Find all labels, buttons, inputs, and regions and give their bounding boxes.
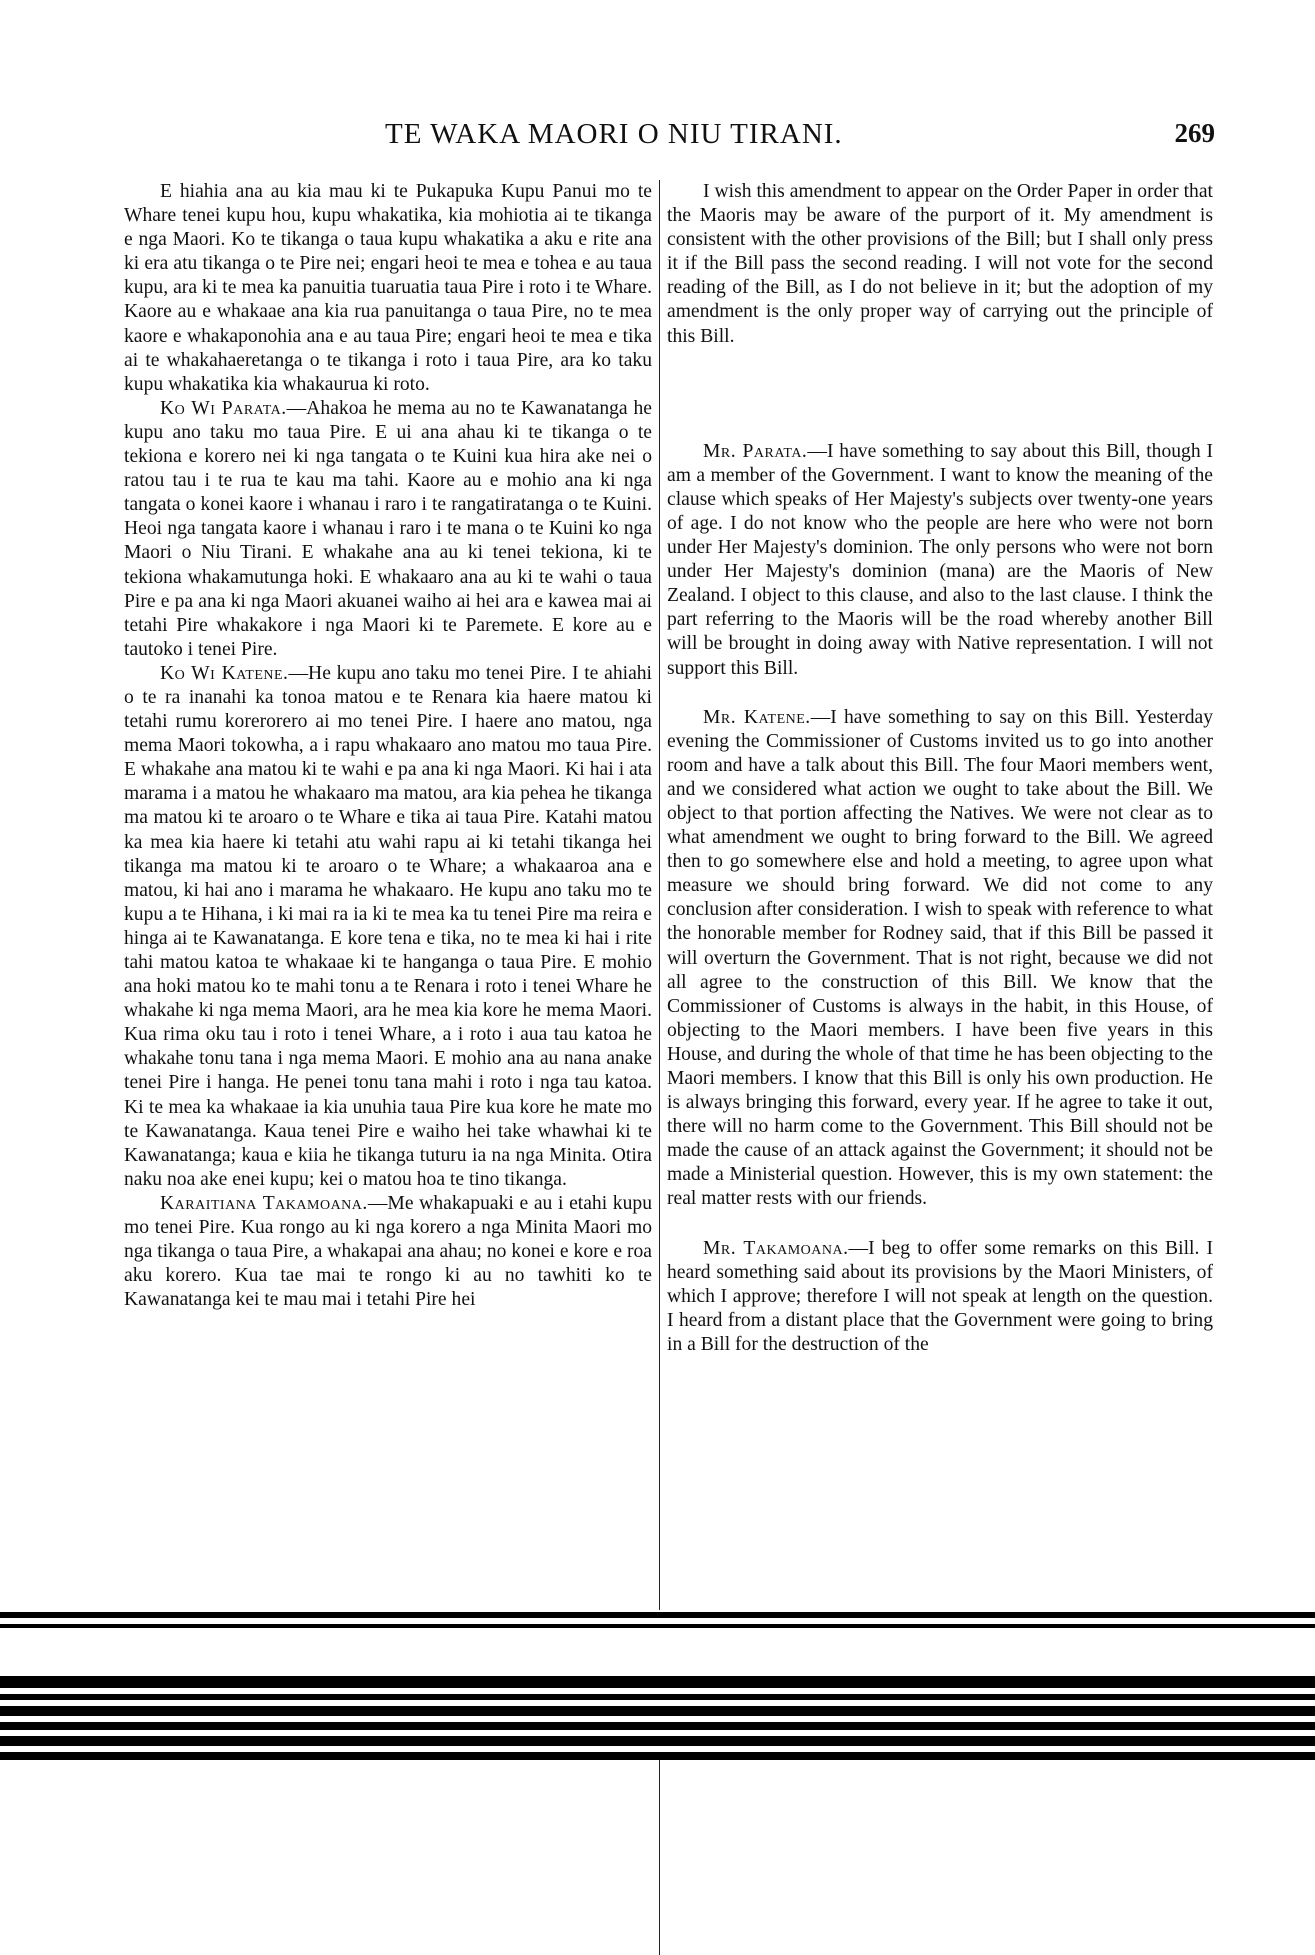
speech-text: —Me whakapuaki e au i etahi kupu mo tenei Pire. Kua rongo au ki nga korero a nga Minita Maori mo nga tikanga o taua Pire, a whakapai ana ahau; no konei e kore e roa aku korero. Kua tae mai te rongo ki au no tawhiti ko te Kawanatanga kei te mau mai i tetahi Pire hei: [124, 1192, 652, 1311]
speaker-name: Mr. Parata.: [703, 440, 808, 462]
english-text-column: [667, 180, 1213, 1780]
maori-paragraph-takamoana: [124, 1192, 652, 1312]
speech-text: —I beg to offer some remarks on this Bill. I heard something said about its provisions by the Maori Ministers, of which I approve; therefore I will not speak at length on the question. I heard from a distant place that the Government were going to bring in a Bill for the destruction of the: [667, 1237, 1213, 1355]
speech-text: —I have something to say on this Bill. Yesterday evening the Commissioner of Customs invited us to go into another room and have a talk about this Bill. The four Maori members went, and we considered what action we ought to take about the Bill. We object to that portion affecting the Natives. We were not clear as to what amendment we ought to bring forward to the Bill. We agreed then to go somewhere else and hold a meeting, to agree upon what measure we should bring forward. We did not come to any conclusion after consideration. I wish to speak with reference to what the honorable member for Rodney said, that if this Bill be passed it will overturn the Government. That is not right, because we did not all agree to the construction of this Bill. We know that the Commissioner of Customs is always in the habit, in this House, of objecting to the Maori members. I have been five years in this House, and during the whole of that time he has been objecting to the Maori members. I know that this Bill is only his own production. He is always bringing this forward, every year. If he agree to take it out, there will no harm come to the Government. This Bill should not be made the cause of an attack against the Government; it should not be made a Ministerial question. However, this is my own statement: the real matter rests with our friends.: [667, 706, 1213, 1210]
page-number: 269: [1174, 118, 1215, 148]
english-paragraph-amendment: I wish this amendment to appear on the Order Paper in order that the Maoris may be aware of the purport of it. My amendment is consistent with the other provisions of the Bill; but I shall only press it if the Bill pass the second reading. I will not vote for the second reading of the Bill, as I do not believe in it; but the adoption of my amendment is the only proper way of carrying out the principle of this Bill.: [667, 181, 1213, 347]
speaker-name: Karaitiana Takamoana.: [160, 1192, 368, 1214]
speech-text: —Ahakoa he mema au no te Kawanatanga he kupu ano taku mo taua Pire. E ui ana ahau ki te tikanga o te tekiona e korero nei ki nga tangata o te Kuini kua hira ake nei o ratou tau i te rua te kau ma tahi. Kaore au e mohio ana ki nga tangata o konei kaore i whanau i raro i te rangatiratanga o te Kuini. Heoi nga tangata kaore i whanau i raro i te mana o te Kuini ko nga Maori o Niu Tirani. E whakahe ana au ki tenei tekiona, ki te tekiona whakamutunga hoki. E whakaaro ana au ki te wahi o taua Pire e pa ana ki nga Maori akuanei waiho ai hei ara e kawea mai ai tetahi Pire whakakore i nga Maori ki te Paremete. E kore au e tautoko i tenei Pire.: [124, 397, 652, 660]
maori-text-column: [124, 180, 652, 1780]
page-title: TE WAKA MAORI O NIU TIRANI.: [385, 118, 843, 150]
speaker-name: Mr. Katene.: [703, 706, 811, 728]
speaker-name: Ko Wi Katene.: [160, 662, 289, 684]
english-paragraph-takamoana: [667, 1237, 1213, 1357]
english-paragraph-parata: [667, 440, 1213, 681]
page-header: [0, 118, 1315, 158]
english-paragraph-katene: [667, 706, 1213, 1212]
maori-paragraph-amendment: E hiahia ana au kia mau ki te Pukapuka Kupu Panui mo te Whare tenei kupu hou, kupu whakatika, kia mohiotia ai te tikanga e nga Maori. Ko te tikanga o taua kupu whakatika a aku e rite ana ki era atu tikanga o te Pire nei; engari heoi te mea e tohea e au taua kupu, ara ki te mea ka panuitia tuaruatia taua Pire i roto i te Whare. Kaore au e whakaae ana kia rua panuitanga o taua Pire, no te mea kaore e whakaponohia ana e au taua Pire; engari heoi te mea e tika ai te whakahaeretanga o te tikanga i roto i taua Pire, ara ko taku kupu whakatika kia whakaurua ki roto.: [124, 181, 652, 395]
speaker-name: Ko Wi Parata.: [160, 397, 287, 419]
scan-edge-artifact: [0, 1610, 1315, 1760]
maori-paragraph-katene: [124, 662, 652, 1192]
speech-text: —I have something to say about this Bill, though I am a member of the Government. I want to know the meaning of the clause which speaks of Her Majesty's subjects over twenty-one years of age. I do not know who the people are here who were not born under Her Majesty's dominion. The only persons who were not born under Her Majesty's dominion (mana) are the Maoris of New Zealand. I object to this clause, and also to the last clause. I think the part referring to the Maoris will be the road whereby another Bill will be brought in doing away with Native representation. I will not support this Bill.: [667, 440, 1213, 679]
maori-paragraph-parata: [124, 397, 652, 662]
speech-text: —He kupu ano taku mo tenei Pire. I te ahiahi o te ra inanahi ka tonoa matou e te Renara kia haere matou ki tetahi rumu korerorero ai mo tenei Pire. I haere ano matou, nga mema Maori tokowha, a i rapu whakaaro ano matou mo taua Pire. E whakahe ana matou ki te wahi e pa ana ki nga Maori. Ki hai i ata marama i a matou he whakaaro ma matou, ara kia pehea he tikanga ma matou ki te aroaro o te Whare e tika ai taua Pire. Katahi matou ka mea kia haere ki tetahi atu wahi rapu ai ki tetahi tikanga hei tikanga ma matou ki te aroaro o te Whare; a whakaaroa ana e matou, ki hai ano i marama he whakaaro. He kupu ano taku mo te kupu a te Hihana, i ki mai ra ia ki te mea ka tu tenei Pire ma reira e hinga ai te Kawanatanga. E kore tena e tika, no te mea ki hai i rite tahi matou katoa te whakaae ki te hanganga o taua Pire. E mohio ana hoki matou ko te mahi tonu a te Renara i roto i tenei Whare he whakahe ki nga mema Maori, ara he mea kia kore he mema Maori. Kua rima oku tau i roto i tenei Whare, a i roto i aua tau katoa he whakahe tonu tana i nga mema Maori. E mohio ana au nana anake tenei Pire i hanga. He penei tonu tana mahi i roto i nga tau katoa. Ki te mea ka whakaae ia kia unuhia taua Pire kua kore he mate mo te Kawanatanga. Kaua tenei Pire e waiho hei take whawhai ki te Kawanatanga; kaua e kiia he tikanga tuturu ia na nga Minita. Otira naku noa ake enei kupu; kei o matou hoa te tino tikanga.: [124, 662, 652, 1190]
speaker-name: Mr. Takamoana.: [703, 1237, 849, 1259]
